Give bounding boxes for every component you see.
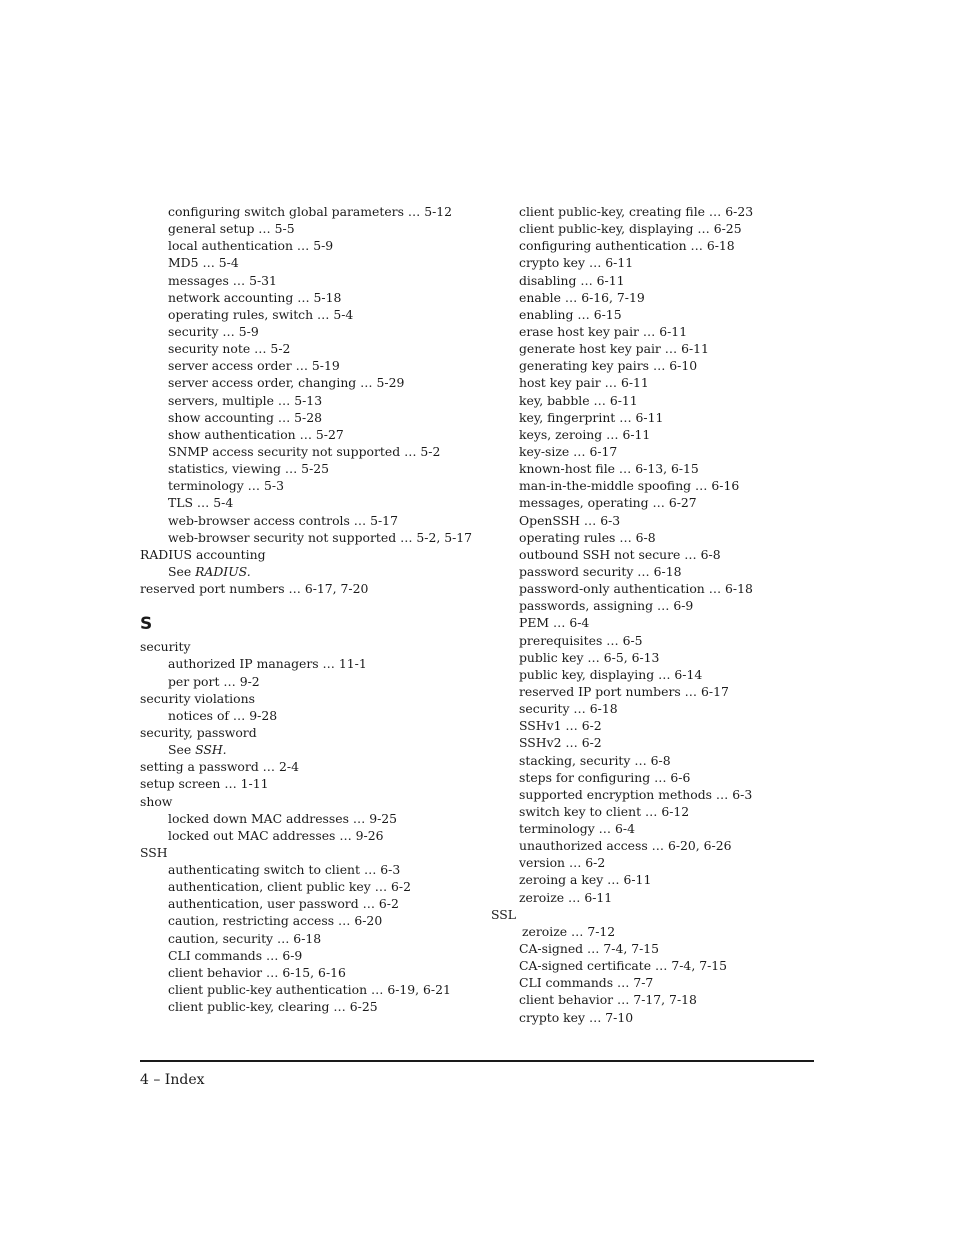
index-subentry: generate host key pair … 6-11: [519, 341, 709, 357]
index-subentry: public key, displaying … 6-14: [519, 666, 703, 682]
index-subentry: outbound SSH not secure … 6-8: [519, 546, 721, 562]
index-subentry: stacking, security … 6-8: [519, 752, 671, 768]
index-subentry: [140, 563, 480, 580]
index-entry: setting a password … 2-4: [140, 759, 299, 775]
index-subentry: erase host key pair … 6-11: [519, 323, 688, 339]
index-section-heading: S: [140, 614, 153, 635]
index-subentry: servers, multiple … 5-13: [168, 392, 323, 408]
index-subentry: CA-signed … 7-4, 7-15: [519, 941, 660, 957]
index-subentry: per port … 9-2: [168, 673, 260, 689]
index-column-left: [140, 203, 480, 1015]
index-subentry: operating rules, switch … 5-4: [168, 306, 354, 322]
index-subentry: locked down MAC addresses … 9-25: [168, 810, 398, 826]
index-subentry: show accounting … 5-28: [168, 409, 322, 425]
index-subentry: zeroize … 6-11: [519, 889, 613, 905]
index-subentry: web-browser access controls … 5-17: [168, 512, 398, 528]
index-subentry: disabling … 6-11: [519, 272, 625, 288]
index-subentry: crypto key … 6-11: [519, 255, 634, 271]
index-entry: SSL: [491, 906, 516, 922]
index-entry: security, password: [140, 724, 257, 740]
index-subentry: key, fingerprint … 6-11: [519, 409, 664, 425]
index-subentry: host key pair … 6-11: [519, 375, 649, 391]
index-subentry: unauthorized access … 6-20, 6-26: [519, 838, 732, 854]
index-subentry: PEM … 6-4: [519, 615, 590, 631]
index-subentry: SNMP access security not supported … 5-2: [168, 443, 441, 459]
index-subentry: general setup … 5-5: [168, 221, 295, 237]
index-subentry: security … 5-9: [168, 323, 259, 339]
index-subentry: password-only authentication … 6-18: [519, 581, 753, 597]
index-subentry: generating key pairs … 6-10: [519, 358, 698, 374]
index-column-right: [491, 203, 821, 1026]
index-subentry: CA-signed certificate … 7-4, 7-15: [519, 958, 728, 974]
index-subentry: reserved IP port numbers … 6-17: [519, 683, 729, 699]
cross-reference: RADIUS.: [195, 563, 251, 579]
index-subentry: authenticating switch to client … 6-3: [168, 862, 401, 878]
index-subentry: client public-key, displaying … 6-25: [519, 221, 742, 237]
index-entry: setup screen … 1-11: [140, 776, 269, 792]
index-subentry: terminology … 6-4: [519, 821, 635, 837]
index-subentry: client behavior … 6-15, 6-16: [168, 964, 346, 980]
index-subentry: CLI commands … 6-9: [168, 947, 303, 963]
index-subentry: man-in-the-middle spoofing … 6-16: [519, 478, 740, 494]
index-subentry: enabling … 6-15: [519, 306, 622, 322]
index-subentry: zeroing a key … 6-11: [519, 872, 652, 888]
footer-rule: [140, 1060, 814, 1062]
index-subentry: zeroize … 7-12: [522, 923, 616, 939]
index-subentry: statistics, viewing … 5-25: [168, 461, 330, 477]
page-footer: 4 – Index: [140, 1072, 205, 1088]
index-subentry: version … 6-2: [519, 855, 606, 871]
index-subentry: crypto key … 7-10: [519, 1009, 634, 1025]
index-subentry: key, babble … 6-11: [519, 392, 638, 408]
index-entry: SSH: [140, 844, 168, 860]
index-subentry: terminology … 5-3: [168, 478, 284, 494]
index-subentry: prerequisites … 6-5: [519, 632, 643, 648]
see-label: See: [168, 563, 196, 579]
index-subentry: locked out MAC addresses … 9-26: [168, 827, 384, 843]
index-subentry: network accounting … 5-18: [168, 289, 342, 305]
index-subentry: authentication, user password … 6-2: [168, 896, 399, 912]
index-subentry: client public-key authentication … 6-19, 6-21: [168, 982, 451, 998]
index-entry: security: [140, 639, 191, 655]
index-subentry: OpenSSH … 6-3: [519, 512, 621, 528]
index-subentry: caution, restricting access … 6-20: [168, 913, 383, 929]
index-subentry: MD5 … 5-4: [168, 255, 239, 271]
index-subentry: client public-key, clearing … 6-25: [168, 999, 378, 1015]
index-entry: RADIUS accounting: [140, 546, 266, 562]
index-subentry: known-host file … 6-13, 6-15: [519, 461, 699, 477]
cross-reference: SSH.: [195, 742, 227, 758]
index-subentry: keys, zeroing … 6-11: [519, 426, 651, 442]
index-subentry: SSHv2 … 6-2: [519, 735, 602, 751]
index-subentry: TLS … 5-4: [168, 495, 234, 511]
index-subentry: CLI commands … 7-7: [519, 975, 654, 991]
index-subentry: operating rules … 6-8: [519, 529, 656, 545]
index-subentry: local authentication … 5-9: [168, 238, 334, 254]
index-entry: show: [140, 793, 173, 809]
index-subentry: authentication, client public key … 6-2: [168, 879, 411, 895]
index-subentry: steps for configuring … 6-6: [519, 769, 691, 785]
index-subentry: public key … 6-5, 6-13: [519, 649, 660, 665]
index-entry: security violations: [140, 690, 255, 706]
index-subentry: notices of … 9-28: [168, 707, 278, 723]
index-subentry: server access order, changing … 5-29: [168, 375, 405, 391]
index-subentry: key-size … 6-17: [519, 443, 618, 459]
index-subentry: passwords, assigning … 6-9: [519, 598, 694, 614]
index-subentry: switch key to client … 6-12: [519, 803, 690, 819]
index-subentry: show authentication … 5-27: [168, 426, 344, 442]
index-subentry: configuring authentication … 6-18: [519, 238, 735, 254]
index-subentry: authorized IP managers … 11-1: [168, 656, 367, 672]
index-subentry: SSHv1 … 6-2: [519, 718, 602, 734]
index-subentry: [140, 741, 480, 758]
index-entry: reserved port numbers … 6-17, 7-20: [140, 581, 369, 597]
index-subentry: security note … 5-2: [168, 341, 291, 357]
index-subentry: supported encryption methods … 6-3: [519, 786, 753, 802]
index-subentry: security … 6-18: [519, 701, 618, 717]
index-subentry: client public-key, creating file … 6-23: [519, 204, 754, 219]
index-subentry: password security … 6-18: [519, 563, 682, 579]
index-subentry: web-browser security not supported … 5-2, 5-17: [168, 529, 473, 545]
index-subentry: caution, security … 6-18: [168, 930, 322, 946]
see-label: See: [168, 742, 196, 758]
index-subentry: enable … 6-16, 7-19: [519, 289, 645, 305]
index-subentry: messages, operating … 6-27: [519, 495, 697, 511]
index-subentry: configuring switch global parameters … 5-12: [168, 204, 453, 219]
index-subentry: server access order … 5-19: [168, 358, 340, 374]
index-subentry: messages … 5-31: [168, 272, 277, 288]
index-subentry: client behavior … 7-17, 7-18: [519, 992, 697, 1008]
